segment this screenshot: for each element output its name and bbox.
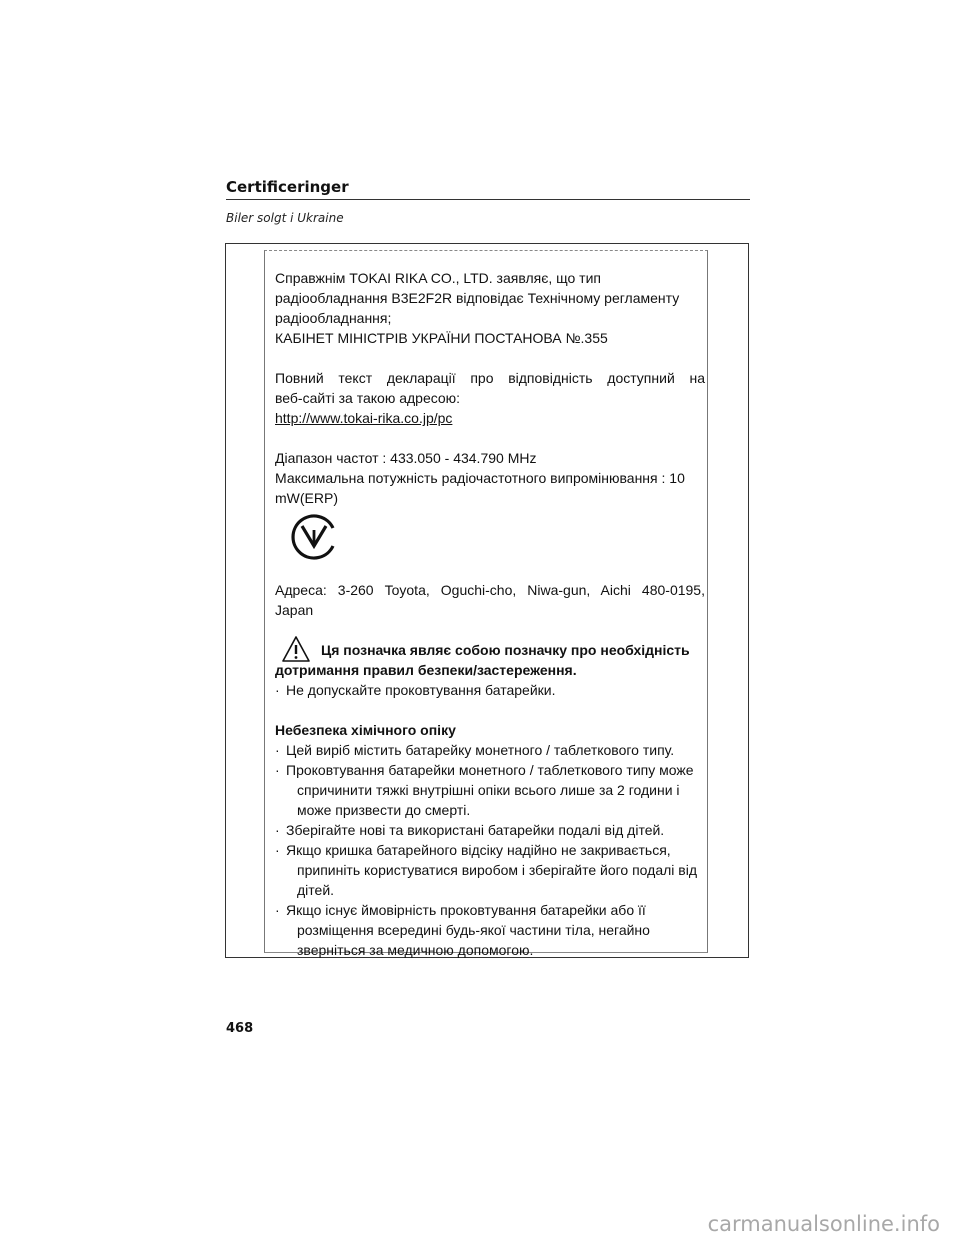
hazard-bullet-text: припиніть користуватися виробом і зберігайте його подалі від [297,862,698,878]
warning-bullet: · Не допускайте проковтування батарейки. [275,682,556,698]
hazard-bullet: · Цей виріб містить батарейку монетного / таблеткового типу. [275,742,675,758]
max-power-line: Максимальна потужність радіочастотного випромінювання : 10 [275,470,685,486]
warning-triangle-icon [281,635,311,663]
address-line: Адреса: 3-260 Toyota, Oguchi-cho, Niwa-gun, Aichi 480-0195, [275,582,705,598]
ukrsepro-conformity-mark-icon [289,512,339,562]
hazard-bullet-text: Цей виріб містить батарейку монетного / таблеткового типу. [286,742,675,758]
hazard-bullet-text: розміщення всередині будь-якої частини тіла, негайно [297,922,650,938]
warning-text: дотримання правил безпеки/застереження. [275,662,577,678]
hazard-bullet-text: спричинити тяжкі внутрішні опіки всього лише за 2 години і [297,782,680,798]
hazard-bullet-text: Якщо існує ймовірність проковтування батарейки або її [286,902,646,918]
intro-line: Справжнім TOKAI RIKA CO., LTD. заявляє, що тип [275,270,601,286]
hazard-list [275,740,705,960]
hazard-bullet: · Якщо кришка батарейного відсіку надійно не закривається, припиніть користуватися виробом і зберігайте його подалі від дітей. [275,840,705,900]
hazard-bullet-text: дітей. [297,882,335,898]
warning-text: Ця позначка являє собою позначку про необхідність [321,642,690,658]
conformity-mark-area [275,508,705,580]
section-divider [226,199,750,200]
address-line: Japan [275,602,314,618]
hazard-bullet-text: зверніться за медичною допомогою. [297,942,534,958]
section-title: Certificeringer [226,178,349,196]
hazard-bullet: · Якщо існує ймовірність проковтування батарейки або її розміщення всередині будь-якої частини тіла, негайно зверніться за медичною допомогою. [275,900,705,960]
warning-line [275,636,705,660]
section-subtitle: Biler solgt i Ukraine [226,211,344,225]
hazard-bullet: · Зберігайте нові та використані батарейки подалі від дітей. [275,822,665,838]
site-watermark: carmanualsonline.info [707,1212,940,1236]
declaration-line: Повний текст декларації про відповідність доступний на [275,370,705,386]
intro-line: КАБІНЕТ МІНІСТРІВ УКРАЇНИ ПОСТАНОВА №.355 [275,330,608,346]
intro-line: радіообладнання B3E2F2R відповідає Технічному регламенту [275,290,680,306]
declaration-line: веб-сайті за такою адресою: [275,390,461,406]
hazard-heading: Небезпека хімічного опіку [275,722,456,738]
max-power-line: mW(ERP) [275,490,338,506]
intro-line: радіообладнання; [275,310,392,326]
page-number: 468 [226,1021,254,1036]
hazard-bullet-text: Зберігайте нові та використані батарейки подалі від дітей. [286,822,665,838]
declaration-url[interactable]: http://www.tokai-rika.co.jp/pc [275,410,453,426]
hazard-bullet-text: Якщо кришка батарейного відсіку надійно не закривається, [286,842,671,858]
scanned-certificate [275,268,705,960]
frequency-range: Діапазон частот : 433.050 - 434.790 MHz [275,450,537,466]
hazard-bullet-text: Проковтування батарейки монетного / таблеткового типу може [286,762,694,778]
hazard-bullet: · Проковтування батарейки монетного / таблеткового типу може спричинити тяжкі внутрішні опіки всього лише за 2 години і може призвести до смерті. [275,760,705,820]
hazard-bullet-text: може призвести до смерті. [297,802,471,818]
